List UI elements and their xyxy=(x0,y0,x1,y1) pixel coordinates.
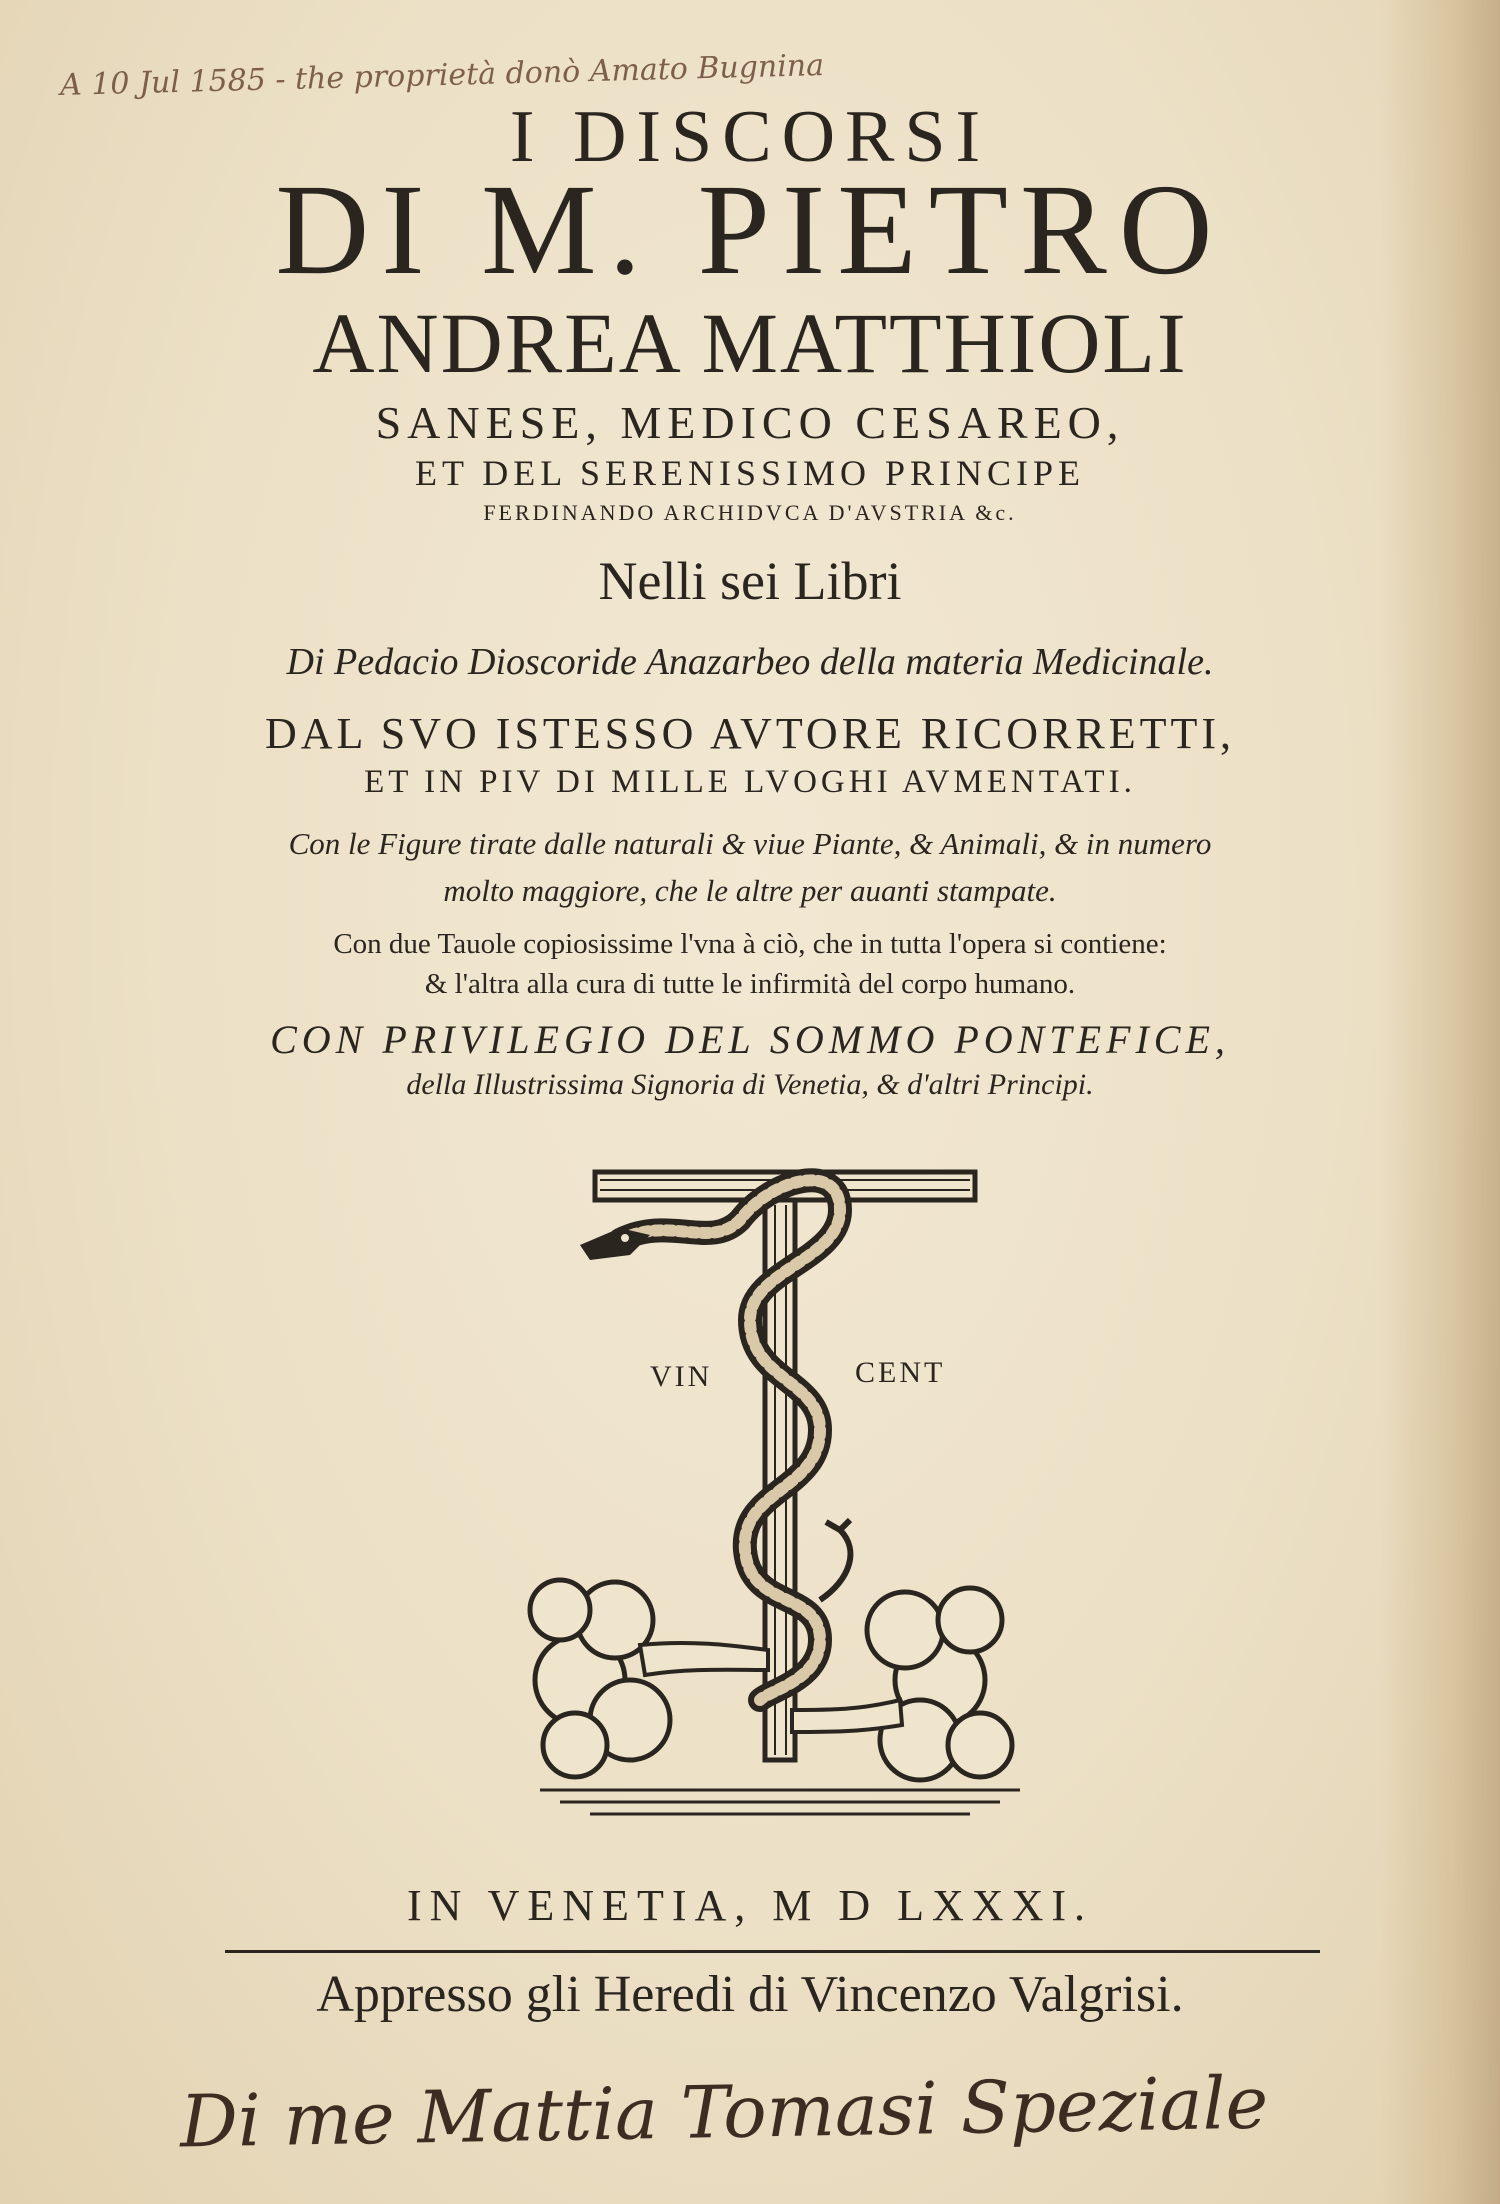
title-line-1: I DISCORSI xyxy=(509,96,991,178)
ownership-signature: Di me Mattia Tomasi Speziale xyxy=(179,2060,1269,2164)
subtitle-line-3: DAL SVO ISTESSO AVTORE RICORRETTI, xyxy=(264,709,1236,758)
printers-device-tau-serpent xyxy=(520,1120,1040,1850)
title-line-5: ET DEL SERENISSIMO PRINCIPE xyxy=(414,453,1086,493)
device-left-cloud xyxy=(530,1580,670,1777)
subtitle-line-9: CON PRIVILEGIO DEL SOMMO PONTEFICE, xyxy=(270,1017,1230,1062)
subtitle-line-7: Con due Tauole copiosissime l'vna à ciò, che in tutta l'opera si contiene: xyxy=(333,928,1167,960)
subtitle-line-8: & l'altra alla cura di tutte le infirmità del corpo humano. xyxy=(424,968,1076,1000)
imprint-rule xyxy=(225,1950,1320,1953)
subtitle-line-4: ET IN PIV DI MILLE LVOGHI AVMENTATI. xyxy=(364,764,1136,800)
device-right-cloud xyxy=(867,1588,1012,1780)
device-motto-right: CENT xyxy=(855,1356,946,1389)
title-line-6: FERDINANDO ARCHIDVCA D'AVSTRIA &c. xyxy=(483,500,1017,525)
subtitle-line-5: Con le Figure tirate dalle naturali & viue Piante, & Animali, & in numero xyxy=(288,826,1212,861)
device-left-arm xyxy=(640,1643,768,1675)
title-line-2: DI M. PIETRO xyxy=(275,158,1225,302)
subtitle-line-10: della Illustrissima Signoria di Venetia, & d'altri Principi. xyxy=(406,1068,1094,1101)
subtitle-line-2: Di Pedacio Dioscoride Anazarbeo della materia Medicinale. xyxy=(286,641,1214,683)
subtitle-line-1: Nelli sei Libri xyxy=(598,551,902,611)
title-line-3: ANDREA MATTHIOLI xyxy=(312,295,1188,391)
imprint-place-date: IN VENETIA, M D LXXXI. xyxy=(407,1881,1093,1930)
device-motto-left: VIN xyxy=(650,1360,713,1393)
title-line-4: SANESE, MEDICO CESAREO, xyxy=(375,397,1125,448)
subtitle-line-6: molto maggiore, che le altre per auanti stampate. xyxy=(443,873,1057,908)
imprint-printer: Appresso gli Heredi di Vincenzo Valgrisi. xyxy=(316,1966,1184,2023)
top-manuscript-note: A 10 Jul 1585 - the proprietà donò Amato Bugnina xyxy=(59,48,825,103)
device-ground xyxy=(540,1790,1020,1814)
device-serpent-head xyxy=(580,1228,650,1260)
device-right-arm xyxy=(792,1700,902,1732)
